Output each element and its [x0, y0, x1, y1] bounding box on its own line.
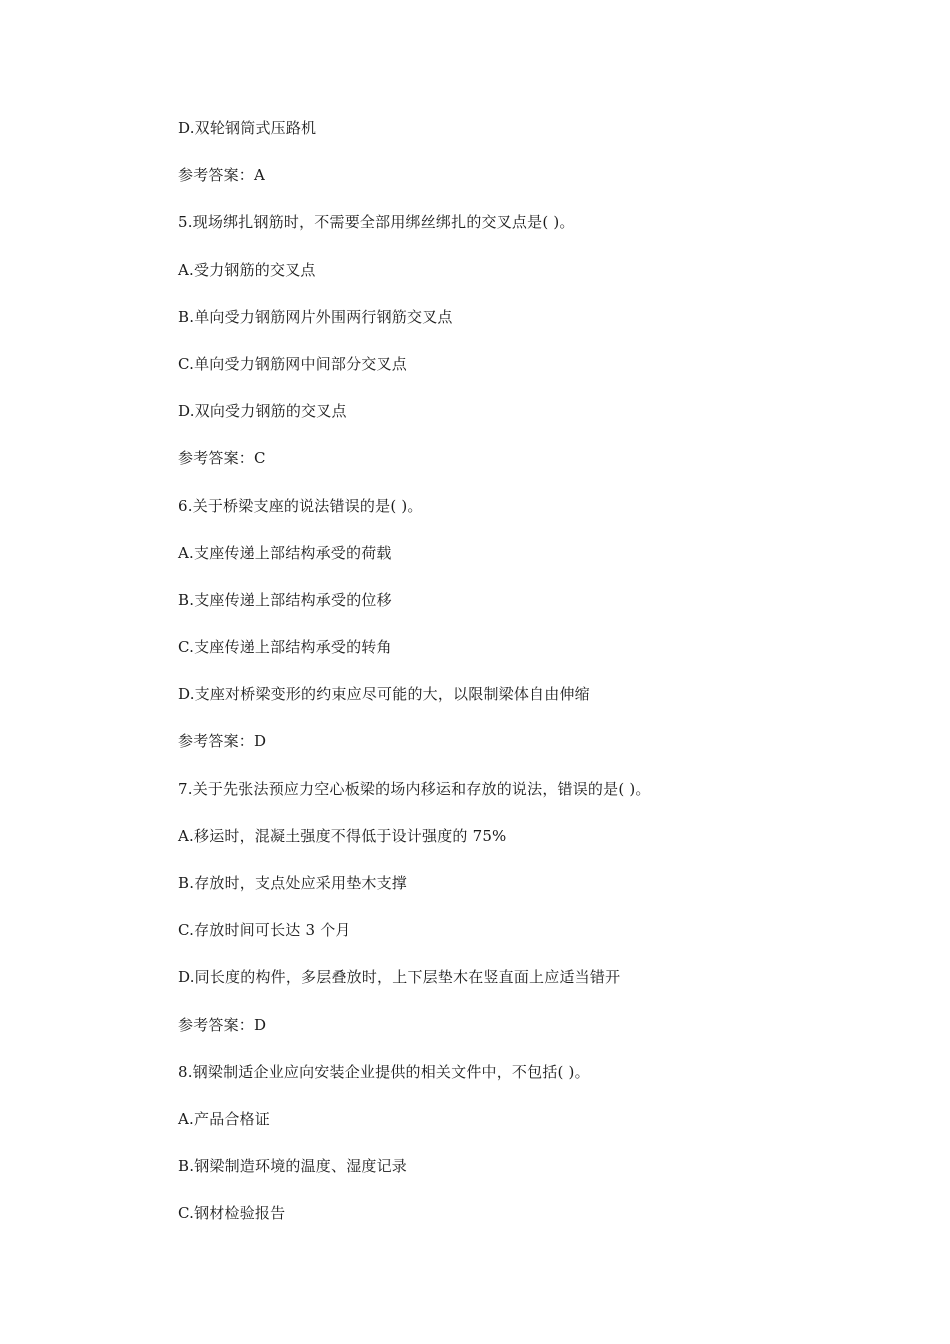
- option-line: B.钢梁制造环境的温度、湿度记录: [178, 1157, 407, 1176]
- option-line: C.钢材检验报告: [178, 1204, 286, 1223]
- question-line: 5.现场绑扎钢筋时，不需要全部用绑丝绑扎的交叉点是( )。: [178, 213, 575, 232]
- option-line: A.移运时，混凝土强度不得低于设计强度的 75%: [178, 826, 507, 845]
- answer-line: 参考答案：D: [178, 1015, 267, 1034]
- option-line: A.产品合格证: [178, 1109, 271, 1128]
- option-line: D.支座对桥梁变形的约束应尽可能的大，以限制梁体自由伸缩: [178, 685, 590, 704]
- option-line: C.支座传递上部结构承受的转角: [178, 638, 392, 657]
- option-line: B.单向受力钢筋网片外围两行钢筋交叉点: [178, 307, 453, 326]
- question-line: 7.关于先张法预应力空心板梁的场内移运和存放的说法，错误的是( )。: [178, 779, 651, 798]
- option-line: B.存放时，支点处应采用垫木支撑: [178, 874, 407, 892]
- option-line: D.双向受力钢筋的交叉点: [178, 402, 347, 421]
- question-line: 6.关于桥梁支座的说法错误的是( )。: [178, 496, 423, 515]
- question-text-block: [178, 116, 898, 1249]
- option-line: A.支座传递上部结构承受的荷载: [178, 543, 392, 562]
- option-line: C.单向受力钢筋网中间部分交叉点: [178, 354, 407, 373]
- answer-line: 参考答案：A: [178, 166, 266, 185]
- answer-line: 参考答案：C: [178, 449, 266, 468]
- answer-line: 参考答案：D: [178, 732, 267, 751]
- option-line: B.支座传递上部结构承受的位移: [178, 590, 392, 609]
- option-line: A.受力钢筋的交叉点: [178, 260, 316, 279]
- option-line: D.同长度的构件，多层叠放时，上下层垫木在竖直面上应适当错开: [178, 968, 621, 987]
- question-line: 8.钢梁制适企业应向安装企业提供的相关文件中，不包括( )。: [178, 1062, 590, 1081]
- option-line: D.双轮钢筒式压路机: [178, 119, 317, 137]
- option-line: C.存放时间可长达 3 个月: [178, 921, 351, 940]
